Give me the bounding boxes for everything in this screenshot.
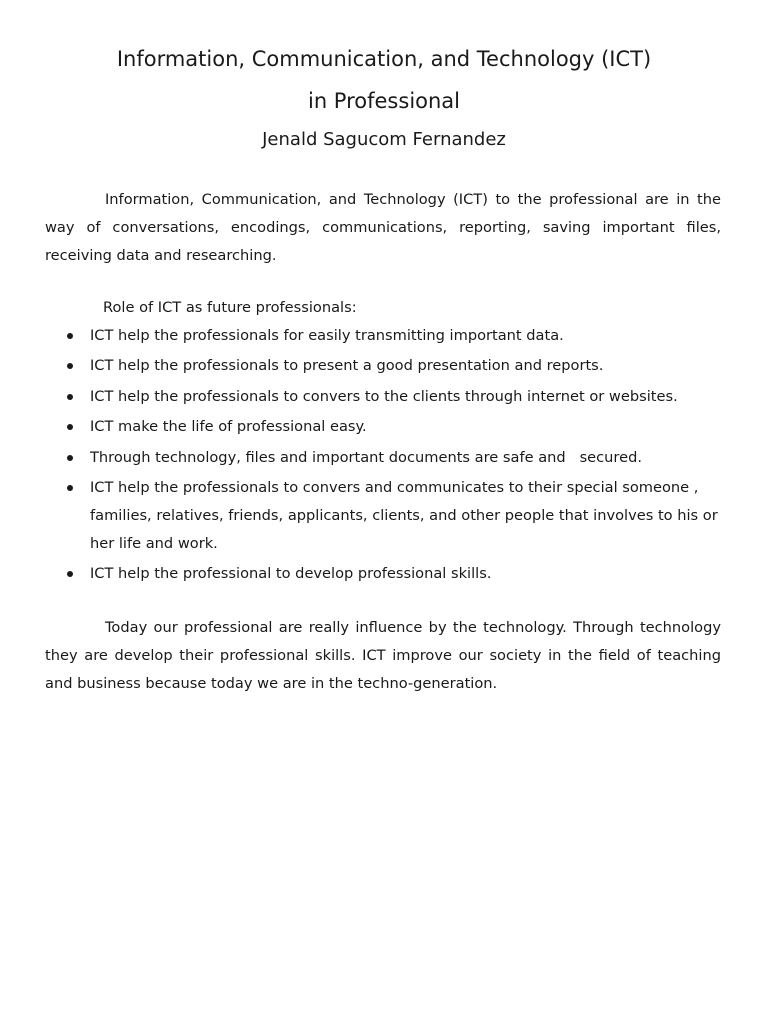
document-title-line-2: in Professional [307, 89, 461, 113]
bullet-dot-icon [67, 333, 73, 339]
bullet-text: ICT help the professionals to convers to the clients through internet or websites. [90, 387, 678, 405]
bullet-text: ICT help the professionals to present a good presentation and reports. [90, 357, 604, 375]
bullet-dot-icon [67, 394, 73, 400]
intro-paragraph: Information, Communication, and Technology (ICT) to the professional are in the way of conversations, encodings, communications, reporting, saving important files, receiving data and researching. [45, 191, 721, 264]
bullet-text: ICT help the professional to develop professional skills. [90, 565, 492, 583]
bullet-dot-icon [67, 455, 73, 461]
conclusion-paragraph: Today our professional are really influence by the technology. Through technology they are develop their professional skills. ICT improve our society in the field of teaching and business because today we are in the techno-generation. [45, 619, 721, 692]
bullet-item [45, 413, 725, 441]
document-author: Jenald Sagucom Fernandez [262, 129, 506, 150]
bullet-dot-icon [67, 363, 73, 369]
bullet-dot-icon [67, 485, 73, 491]
role-heading: Role of ICT as future professionals: [103, 299, 357, 316]
bullet-item [45, 474, 725, 558]
role-bullet-list [45, 322, 725, 591]
bullet-dot-icon [67, 424, 73, 430]
bullet-text: ICT make the life of professional easy. [90, 418, 367, 436]
bullet-item [45, 444, 725, 472]
document-title-line-1: Information, Communication, and Technology (ICT) [116, 47, 652, 71]
bullet-item [45, 560, 725, 588]
bullet-item [45, 352, 725, 380]
bullet-text: Through technology, files and important documents are safe and secured. [90, 448, 642, 466]
bullet-dot-icon [67, 571, 73, 577]
bullet-text: ICT help the professionals for easily transmitting important data. [90, 327, 564, 344]
bullet-item [45, 383, 725, 411]
bullet-item [45, 322, 725, 350]
bullet-text: ICT help the professionals to convers and communicates to their special someone , families, relatives, friends, applicants, clients, and other people that involves to his or her life and work. [90, 478, 718, 552]
